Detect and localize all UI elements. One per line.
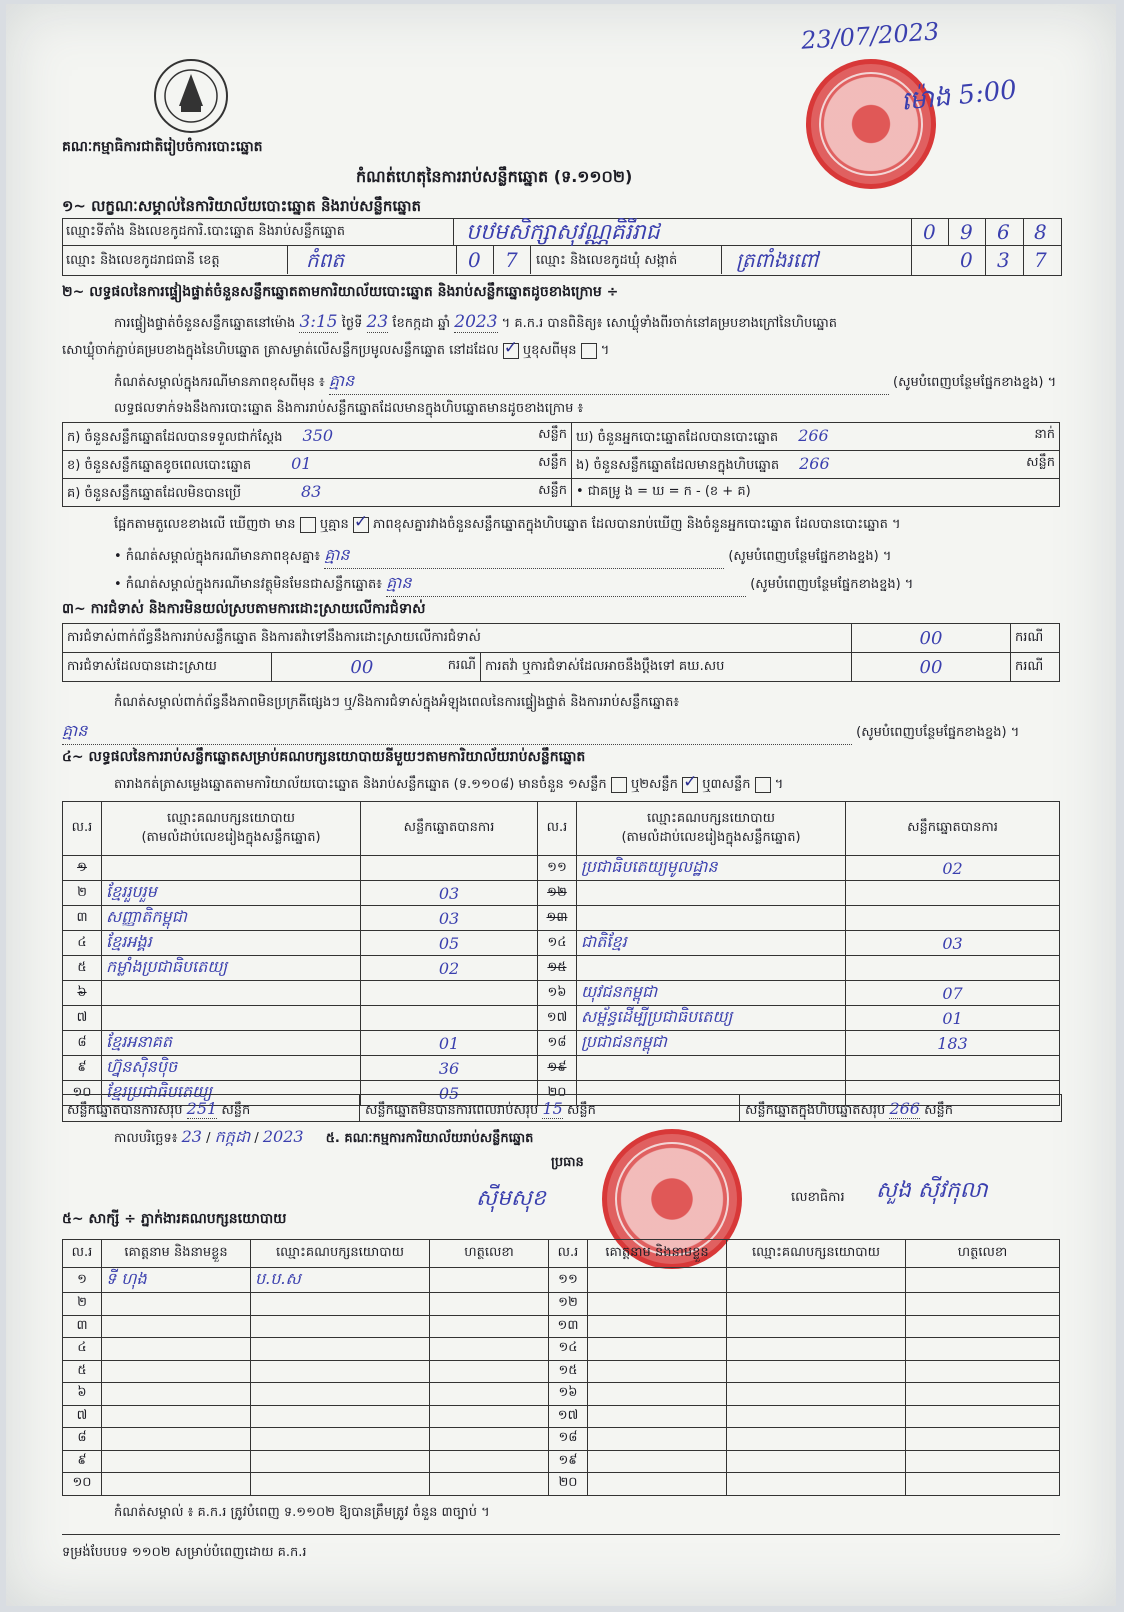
witness-row: ៨ ១៨: [63, 1428, 1060, 1451]
ballots-spoiled-value: 01: [291, 453, 312, 473]
party-result-row: ២ ខ្មែររួបរួម 03 ១២: [63, 881, 1060, 906]
handwritten-time: ម៉ោង 5:00: [899, 75, 1019, 118]
difference-note-line: • កំណត់សម្គាល់ក្នុងករណីមានភាពខុសគ្នា៖ គ្មាន (សូមបំពេញបន្ថែមផ្នែកខាងខ្នង) ។: [114, 544, 891, 569]
tally-sheet-line: តារាងកត់ត្រាសម្លេងឆ្នោតតាមការិយាល័យបោះឆ្នោត និងរាប់សន្លឹកឆ្នោត (ទ.១១០៨) មានចំនួន ១សន្លឹក ឬ២សន្លឹក ✓ ឬ៣សន្លឹក ។: [114, 776, 783, 795]
witness-row: ២ ១២: [63, 1293, 1060, 1316]
witness-row: ៦ ១៦: [63, 1383, 1060, 1406]
section3-heading: ៣~ ការជំទាស់ និងការមិនយល់ស្របតាមការដោះស្រាយលើការជំទាស់: [62, 601, 426, 617]
objection-table: ការជំទាស់ពាក់ព័ន្ធនឹងការរាប់សន្លឹកឆ្នោត និងការតវ៉ាទៅនឹងការដោះស្រាយលើការជំទាស់ 00 ករណី ការជំទាស់ដែលបានដោះស្រាយ 00 ករណី ការតវ៉ា ឬការជំទាស់ដែលអាចនឹងប្តឹងទៅ គឃ.សប 00 ករណី: [62, 623, 1060, 682]
verification-time: 3:15: [299, 312, 338, 332]
office-name: បឋមសិក្សាសុវណ្ណគិរីរាជ: [466, 220, 660, 245]
office-code-digit: 6: [997, 220, 1010, 244]
resolved-objections-value: 00: [350, 656, 374, 678]
ballots-in-box-value: 266: [799, 453, 830, 473]
party-result-row: ១០ ខ្មែរប្រជាធិបតេយ្យ 05 ២០: [63, 1081, 1060, 1106]
party-result-row: ៣ សញ្ញាតិកម្ពុជា 03 ១៣: [63, 906, 1060, 931]
seal-status-line: សោឃ្លុំចាក់ភ្ជាប់គម្របខាងក្នុងនៃហិបឆ្នោត ត្រាសម្ងាត់លើសន្លឹកប្រមូលសន្លឹកឆ្នោត នៅដដែល ✓ ឬខុសពីមុន ។: [62, 342, 609, 361]
party-result-row: ១ ១១ ប្រជាធិបតេយ្យមូលដ្ឋាន 02: [63, 856, 1060, 881]
changed-checkbox[interactable]: [581, 343, 597, 359]
office-label: ឈ្មោះទីតាំង និងលេខកូដការិ.បោះឆ្នោត និងរាប់សន្លឹកឆ្នោត: [66, 224, 345, 239]
witness-row: ១០ ២០: [63, 1473, 1060, 1496]
witness-row: ៣ ១៣: [63, 1315, 1060, 1338]
section4-heading: ៤~ លទ្ធផលនៃការរាប់សន្លឹកឆ្នោតសម្រាប់គណបក្សនយោបាយនីមួយៗតាមការិយាល័យរាប់សន្លឹកឆ្នោត: [62, 749, 586, 765]
party-result-row: ៧ ១៧ សម្ព័ន្ធដើម្បីប្រជាធិបតេយ្យ 01: [63, 1006, 1060, 1031]
office-code-digit: 9: [960, 220, 973, 244]
official-stamp-top: [806, 59, 936, 189]
signature-date-line: កាលបរិច្ឆេទ៖ 23 / កក្កដា / 2023 ៥. គណៈកម្មការការិយាល័យរាប់សន្លឹកឆ្នោត: [114, 1127, 534, 1146]
verification-line: ការផ្ទៀងផ្ទាត់ចំនួនសន្លឹកឆ្នោតនៅម៉ោង 3:15 ថ្ងៃទី 23 ខែកក្កដា ឆ្នាំ 2023 ។ គ.ក.រ បានពិនិត្យ៖ សោឃ្លុំទាំងពីរចាក់នៅគម្របខាងក្រៅនៃហិបឆ្នោត: [114, 312, 838, 332]
secretary-label: លេខាធិការ: [791, 1190, 845, 1205]
object-note-value: គ្មាន: [386, 572, 746, 597]
voters-voted-value: 266: [798, 425, 829, 445]
form-footer: ទម្រង់បែបបទ ១១០២ សម្រាប់បំពេញដោយ គ.ក.រ: [62, 1545, 307, 1560]
witness-row: ៧ ១៧: [63, 1405, 1060, 1428]
totals-row: សន្លឹកឆ្នោតបានការសរុប 251 សន្លឹក សន្លឹកឆ្នោតមិនបានការពេលរាប់សរុប 15 សន្លឹក សន្លឹកឆ្នោតក្នុងហិបឆ្នោតសរុប 266 សន្លឹក: [62, 1094, 1062, 1122]
ballot-count-table: ក) ចំនួនសន្លឹកឆ្នោតដែលបានទទួលជាក់ស្តែង 350 សន្លឹក ឃ) ចំនួនអ្នកបោះឆ្នោតដែលបានបោះឆ្នោត 266 នាក់ ខ) ចំនួនសន្លឹកឆ្នោតខូចពេលបោះឆ្នោត 01 សន្លឹក ង) ចំនួនសន្លឹកឆ្នោតដែលមានក្នុងហិបឆ្នោត 266 សន្លឹក គ) ចំនួនសន្លឹកឆ្នោតដែលមិនបានប្រើ 83 សន្លឹក • ជាគម្រូ ង = ឃ = ក - (ខ + គ): [62, 422, 1060, 507]
province-name: កំពត: [306, 248, 345, 272]
party-result-row: ៩ ហ្វ៊ុនស៊ិនប៉ិច 36 ១៩: [63, 1056, 1060, 1081]
commune-code-digit: 7: [1034, 248, 1047, 272]
difference-note-value: គ្មាន: [324, 544, 724, 569]
footer-note: កំណត់សម្គាល់ ៖ គ.ក.រ ត្រូវបំពេញ ទ.១១០២ ឱ្យបានត្រឹមត្រូវ ចំនួន ៣ច្បាប់ ។: [114, 1505, 490, 1520]
party-result-row: ៥ កម្លាំងប្រជាធិបតេយ្យ 02 ១៥: [63, 956, 1060, 981]
irregularity-note-value: គ្មាន: [62, 720, 852, 745]
two-sheets-checkbox[interactable]: [682, 777, 698, 793]
verification-year: 2023: [454, 312, 498, 332]
form-sheet: [6, 4, 1116, 1606]
province-code-digit: 7: [505, 248, 518, 272]
seal-note-value: គ្មាន: [329, 370, 889, 395]
unchanged-checkbox[interactable]: [503, 343, 519, 359]
section2-heading: ២~ លទ្ធផលនៃការផ្ទៀងផ្ទាត់ចំនួនសន្លឹកឆ្នោតតាមការិយាល័យបោះឆ្នោត និងរាប់សន្លឹកឆ្នោតដូចខាងក្រោម ÷: [62, 284, 619, 300]
party-results-table: ល.រ ឈ្មោះគណបក្សនយោបាយ (តាមលំដាប់លេខរៀងក្នុងសន្លឹកឆ្នោត) សន្លឹកឆ្នោតបានការ ល.រ ឈ្មោះគណបក្សនយោបាយ (តាមលំដាប់លេខរៀងក្នុងសន្លឹកឆ្នោត) សន្លឹកឆ្នោតបានការ ១ ១១ ប្រជាធិបតេយ្យមូលដ្ឋាន 02 ២ ខ្មែររួបរួម 03 ១២ ៣ សញ្ញាតិកម្ពុជា 03 ១៣ ៤ ខ្មែរអង្គរ 05 ១៤ ជាតិខ្មែរ 03 ៥ កម្លាំងប្រជាធិបតេយ្យ 02 ១៥ ៦ ១៦ យុវជនកម្ពុជា 07 ៧ ១៧ សម្ព័ន្ធដើម្បីប្រជាធិបតេយ្យ 01 ៨ ខ្មែរអនាគត 01 ១៨ ប្រជាជនកម្ពុជា 183 ៩ ហ្វ៊ុនស៊ិនប៉ិច 36 ១៩ ១០ ខ្មែរប្រជាធិបតេយ្យ 05 ២០: [62, 801, 1060, 1106]
objections-value: 00: [919, 627, 943, 649]
party-result-row: ៤ ខ្មែរអង្គរ 05 ១៤ ជាតិខ្មែរ 03: [63, 931, 1060, 956]
form-title: កំណត់ហេតុនៃការរាប់សន្លឹកឆ្នោត (ទ.១១០២): [356, 167, 633, 186]
seal-note-line: កំណត់សម្គាល់ក្នុងករណីមានភាពខុសពីមុន ៖ គ្មាន (សូមបំពេញបន្ថែមផ្នែកខាងខ្នង) ។: [114, 370, 1056, 395]
commune-code-digit: 0: [960, 248, 973, 272]
chair-label: ប្រធាន: [551, 1155, 584, 1170]
ballots-received-value: 350: [302, 425, 334, 445]
no-difference-checkbox[interactable]: [353, 517, 369, 533]
one-sheet-checkbox[interactable]: [611, 777, 627, 793]
committee-name: គណៈកម្មាធិការជាតិរៀបចំការបោះឆ្នោត: [62, 139, 263, 155]
party-result-row: ៨ ខ្មែរអនាគត 01 ១៨ ប្រជាជនកម្ពុជា 183: [63, 1031, 1060, 1056]
total-valid-value: 251: [186, 1099, 218, 1118]
object-note-line: • កំណត់សម្គាល់ក្នុងករណីមានវត្ថុមិនមែនជាសន្លឹកឆ្នោត៖ គ្មាន (សូមបំពេញបន្ថែមផ្នែកខាងខ្នង) ។: [114, 572, 913, 597]
irregularity-note-line: គ្មាន (សូមបំពេញបន្ថែមផ្នែកខាងខ្នង) ។: [62, 720, 1019, 745]
witness-row: ៥ ១៥: [63, 1360, 1060, 1383]
witness-row: ៩ ១៩: [63, 1450, 1060, 1473]
formula-text: • ជាគម្រូ ង = ឃ = ក - (ខ + គ): [576, 484, 751, 499]
chair-signature: ស៊ីមសុខ: [476, 1186, 546, 1211]
secretary-signature: សួង ស៊ីវកុលា: [876, 1178, 988, 1203]
nec-emblem-icon: [151, 56, 231, 136]
witness-table: ល.រ គោត្តនាម និងនាមខ្លួន ឈ្មោះគណបក្សនយោបាយ ហត្ថលេខា ល.រ គោត្តនាម និងនាមខ្លួន ឈ្មោះគណបក្សនយោបាយ ហត្ថលេខា ១ ទី ហុង ប.ប.ស ១១ ២ ១២ ៣ ១៣ ៤ ១៤ ៥ ១៥ ៦ ១៦ ៧ ១៧ ៨ ១៨ ៩ ១៩ ១០ ២០: [62, 1239, 1060, 1496]
office-code-digit: 0: [923, 220, 936, 244]
witness-row: ៤ ១៤: [63, 1338, 1060, 1361]
party-result-row: ៦ ១៦ យុវជនកម្ពុជា 07: [63, 981, 1060, 1006]
province-code-digit: 0: [468, 248, 481, 272]
result-intro: លទ្ធផលទាក់ទងនឹងការបោះឆ្នោត និងការរាប់សន្លឹកឆ្នោតដែលមានក្នុងហិបឆ្នោតមានដូចខាងក្រោម ៖: [114, 401, 584, 416]
handwritten-date: 23/07/2023: [800, 17, 941, 55]
witness-row: ១ ទី ហុង ប.ប.ស ១១: [63, 1268, 1060, 1293]
commune-name: ត្រពាំងរពៅ: [736, 248, 819, 272]
appeals-value: 00: [919, 656, 943, 678]
section5-heading: ៥~ សាក្សី ÷ ភ្នាក់ងារគណបក្សនយោបាយ: [62, 1211, 287, 1227]
total-invalid-value: 15: [542, 1099, 563, 1118]
ballots-unused-value: 83: [301, 481, 322, 501]
verification-day: 23: [366, 312, 389, 332]
has-difference-checkbox[interactable]: [300, 517, 316, 533]
three-sheets-checkbox[interactable]: [755, 777, 771, 793]
section1-heading: ១~ លក្ខណៈសម្គាល់នៃការិយាល័យបោះឆ្នោត និងរាប់សន្លឹកឆ្នោត: [62, 197, 422, 215]
commune-label: ឈ្មោះ និងលេខកូដឃុំ សង្កាត់: [536, 253, 678, 268]
total-in-box-value: 266: [889, 1099, 920, 1118]
office-code-digit: 8: [1034, 220, 1047, 244]
difference-line: ផ្អែកតាមតួលេខខាងលើ ឃើញថា មាន ឬគ្មាន ✓ ភាពខុសគ្នារវាងចំនួនសន្លឹកឆ្នោតក្នុងហិបឆ្នោត ដែលបានរាប់ឃើញ និងចំនួនអ្នកបោះឆ្នោត ដែលបានបោះឆ្នោត ។: [114, 516, 901, 535]
province-label: ឈ្មោះ និងលេខកូដរាជធានី ខេត្ត: [66, 253, 220, 268]
commune-code-digit: 3: [997, 248, 1010, 272]
irregularity-note-label: កំណត់សម្គាល់ពាក់ព័ន្ធនឹងភាពមិនប្រក្រតីផ្សេងៗ ឬ/និងការជំទាស់ក្នុងអំឡុងពេលនៃការផ្ទៀងផ្ទាត់ និងការរាប់សន្លឹកឆ្នោត៖: [114, 695, 680, 710]
